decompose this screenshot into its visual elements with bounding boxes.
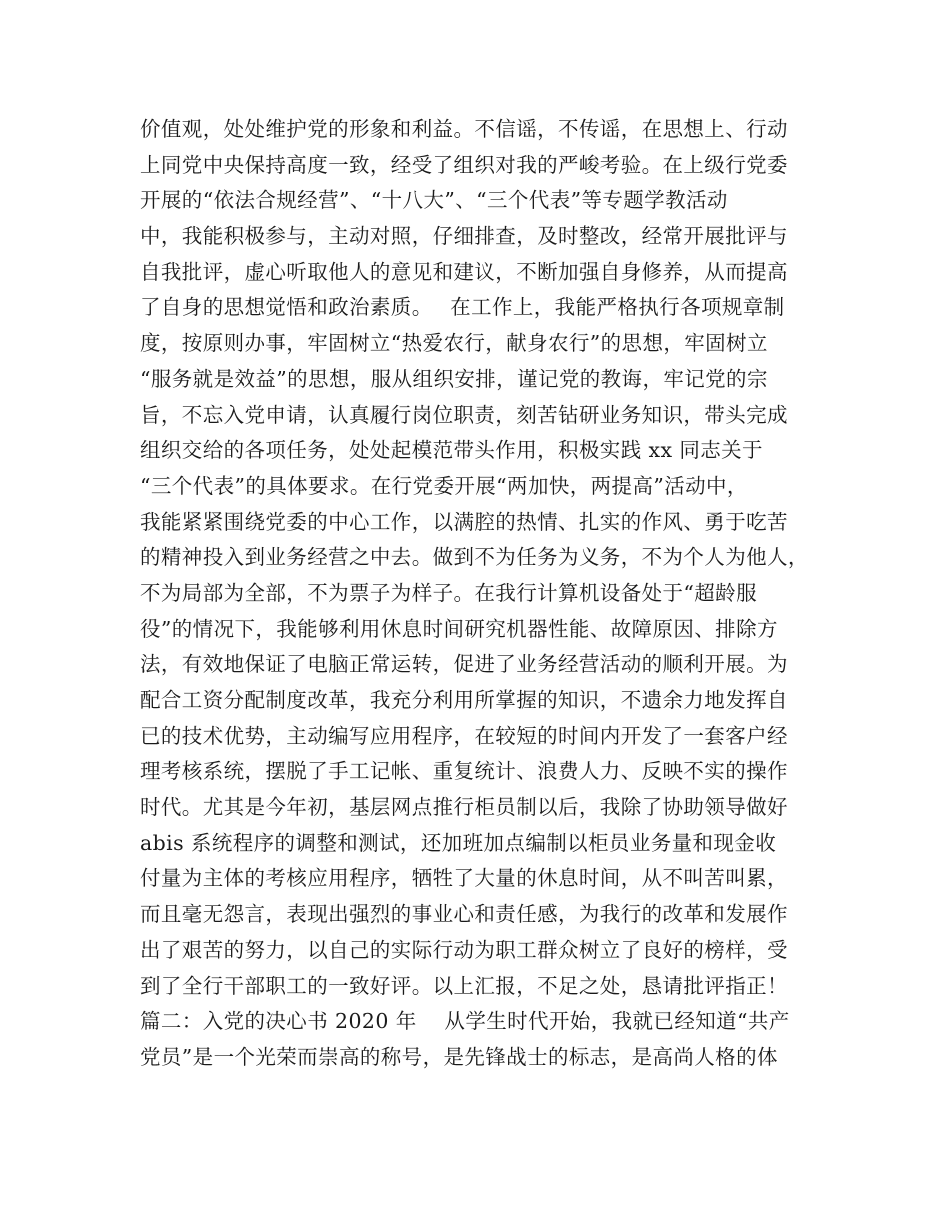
text-line: 上同党中央保持高度一致，经受了组织对我的严峻考验。在上级行党委 — [140, 152, 788, 177]
text-line: 出了艰苦的努力，以自己的实际行动为职工群众树立了良好的榜样，受 — [140, 937, 788, 962]
text-line: 付量为主体的考核应用程序，牺牲了大量的休息时间，从不叫苦叫累， — [140, 866, 788, 891]
text-line: “服务就是效益”的思想，服从组织安排，谨记党的教诲，牢记党的宗 — [140, 366, 768, 391]
text-line: 役”的情况下，我能够利用休息时间研究机器性能、故障原因、排除方 — [140, 616, 778, 641]
text-line: 到了全行干部职工的一致好评。以上汇报，不足之处，恳请批评指正！ — [140, 973, 788, 998]
text-line: 不为局部为全部，不为票子为样子。在我行计算机设备处于“超龄服 — [140, 580, 757, 605]
text-line: 旨，不忘入党申请，认真履行岗位职责，刻苦钻研业务知识，带头完成 — [140, 402, 788, 427]
body-text — [140, 112, 840, 1076]
text-line: 配合工资分配制度改革，我充分利用所掌握的知识，不遗余力地发挥自 — [140, 688, 788, 712]
text-line: 度，按原则办事，牢固树立“热爱农行，献身农行”的思想，牢固树立 — [140, 331, 768, 356]
text-line: 而且毫无怨言，表现出强烈的事业心和责任感，为我行的改革和发展作 — [140, 902, 788, 927]
text-line: 已的技术优势，主动编写应用程序，在较短的时间内开发了一套客户经 — [140, 723, 788, 748]
text-line: 党员”是一个光荣而崇高的称号，是先锋战士的标志，是高尚人格的体 — [140, 1044, 778, 1069]
text-line: 了自身的思想觉悟和政治素质。 在工作上，我能严格执行各项规章制 — [140, 295, 785, 320]
text-line: 法，有效地保证了电脑正常运转，促进了业务经营活动的顺利开展。为 — [140, 652, 788, 677]
text-line: 自我批评，虚心听取他人的意见和建议，不断加强自身修养，从而提高 — [140, 259, 788, 284]
text-line: 开展的“依法合规经营”、“十八大”、“三个代表”等专题学教活动 — [140, 188, 728, 213]
text-line: 我能紧紧围绕党委的中心工作，以满腔的热情、扎实的作风、勇于吃苦 — [140, 509, 788, 534]
text-line: 组织交给的各项任务，处处起模范带头作用，积极实践 xx 同志关于 — [140, 438, 763, 463]
section-heading-line: 篇二：入党的决心书 2020 年 从学生时代开始，我就已经知道“共产 — [140, 1009, 790, 1034]
text-line: 中，我能积极参与，主动对照，仔细排查，及时整改，经常开展批评与 — [140, 224, 788, 249]
text-line: 理考核系统，摆脱了手工记帐、重复统计、浪费人力、反映不实的操作 — [140, 759, 788, 784]
text-line: 价值观，处处维护党的形象和利益。不信谣，不传谣，在思想上、行动 — [140, 117, 788, 141]
text-line: 的精神投入到业务经营之中去。做到不为任务为义务，不为个人为他人， — [140, 545, 809, 570]
text-line: abis 系统程序的调整和测试，还加班加点编制以柜员业务量和现金收 — [140, 830, 777, 855]
text-line: 时代。尤其是今年初，基层网点推行柜员制以后，我除了协助领导做好 — [140, 795, 788, 820]
text-line: “三个代表”的具体要求。在行党委开展“两加快，两提高”活动中， — [140, 473, 748, 498]
